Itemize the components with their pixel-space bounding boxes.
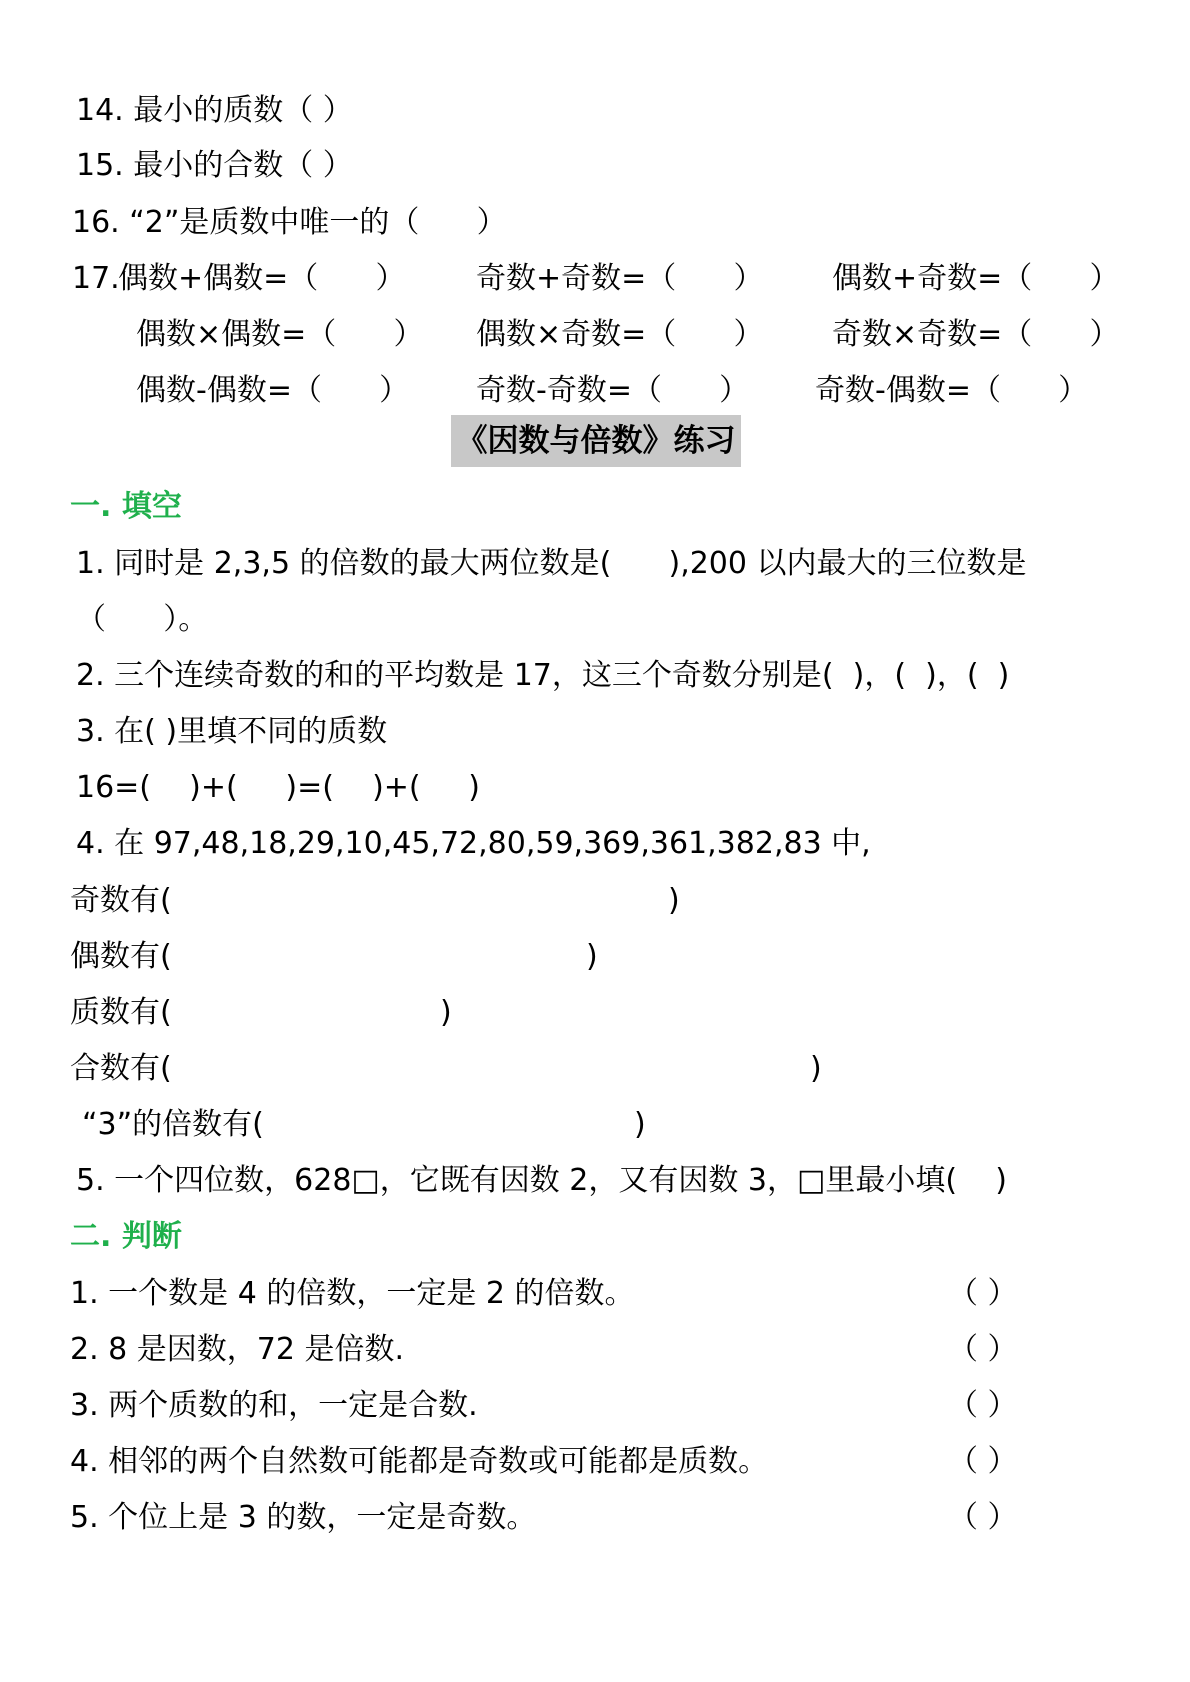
question-15: 15. 最小的合数（ ） (76, 148, 353, 183)
q17-even-minus-even: 偶数-偶数=（ ） (136, 373, 410, 408)
composite-numbers-close: ) (810, 1051, 822, 1086)
q17-even-times-even: 偶数×偶数=（ ） (136, 317, 424, 352)
fill-q3: 3. 在( )里填不同的质数 (76, 714, 388, 749)
worksheet-title: 《因数与倍数》练习 (456, 423, 736, 459)
fill-q1-line2: （ ）。 (76, 602, 209, 637)
fill-q2: 2. 三个连续奇数的和的平均数是 17，这三个奇数分别是( )，( )，( ) (76, 658, 1010, 693)
judge-item-3: 3. 两个质数的和，一定是合数. (70, 1388, 478, 1423)
odd-numbers-label: 奇数有( (70, 883, 172, 918)
question-14: 14. 最小的质数（ ） (76, 93, 353, 128)
prime-numbers-close: ) (440, 995, 452, 1030)
multiples-of-3-close: ) (634, 1107, 646, 1142)
odd-numbers-close: ) (668, 883, 680, 918)
judge-item-4: 4. 相邻的两个自然数可能都是奇数或可能都是质数。 (70, 1444, 769, 1479)
judge-answer-3: （ ） (948, 1388, 1018, 1423)
judge-answer-1: （ ） (948, 1276, 1018, 1311)
judge-item-5: 5. 个位上是 3 的数，一定是奇数。 (70, 1500, 537, 1535)
fill-q3-equation: 16=( )+( )=( )+( ) (76, 770, 481, 805)
section-fill-blank-heading: 一. 填空 (70, 489, 182, 524)
judge-answer-2: （ ） (948, 1332, 1018, 1367)
q17-odd-plus-odd: 奇数+奇数=（ ） (476, 261, 764, 296)
q17-even-plus-odd: 偶数+奇数=（ ） (832, 261, 1120, 296)
q17-even-plus-even: 偶数+偶数=（ ） (118, 261, 406, 296)
q17-odd-minus-odd: 奇数-奇数=（ ） (476, 373, 750, 408)
prime-numbers-label: 质数有( (70, 995, 172, 1030)
fill-q4: 4. 在 97,48,18,29,10,45,72,80,59,369,361,382,83 中, (76, 826, 871, 861)
multiples-of-3-label: “3”的倍数有( (82, 1107, 264, 1142)
q17-odd-minus-even: 奇数-偶数=（ ） (815, 373, 1089, 408)
judge-answer-5: （ ） (948, 1500, 1018, 1535)
judge-item-1: 1. 一个数是 4 的倍数，一定是 2 的倍数。 (70, 1276, 635, 1311)
even-numbers-close: ) (586, 939, 598, 974)
even-numbers-label: 偶数有( (70, 939, 172, 974)
worksheet-title-box (451, 415, 741, 467)
question-17-number: 17. (72, 261, 120, 296)
q17-odd-times-odd: 奇数×奇数=（ ） (832, 317, 1120, 352)
section-judge-heading: 二. 判断 (70, 1219, 182, 1254)
q17-even-times-odd: 偶数×奇数=（ ） (476, 317, 764, 352)
judge-answer-4: （ ） (948, 1444, 1018, 1479)
judge-item-2: 2. 8 是因数，72 是倍数. (70, 1332, 405, 1367)
question-16: 16. “2”是质数中唯一的（ ） (72, 205, 507, 240)
fill-q5: 5. 一个四位数，628□，它既有因数 2，又有因数 3，□里最小填( ) (76, 1163, 1007, 1198)
composite-numbers-label: 合数有( (70, 1051, 172, 1086)
fill-q1-line1: 1. 同时是 2,3,5 的倍数的最大两位数是( ),200 以内最大的三位数是 (76, 546, 1027, 581)
